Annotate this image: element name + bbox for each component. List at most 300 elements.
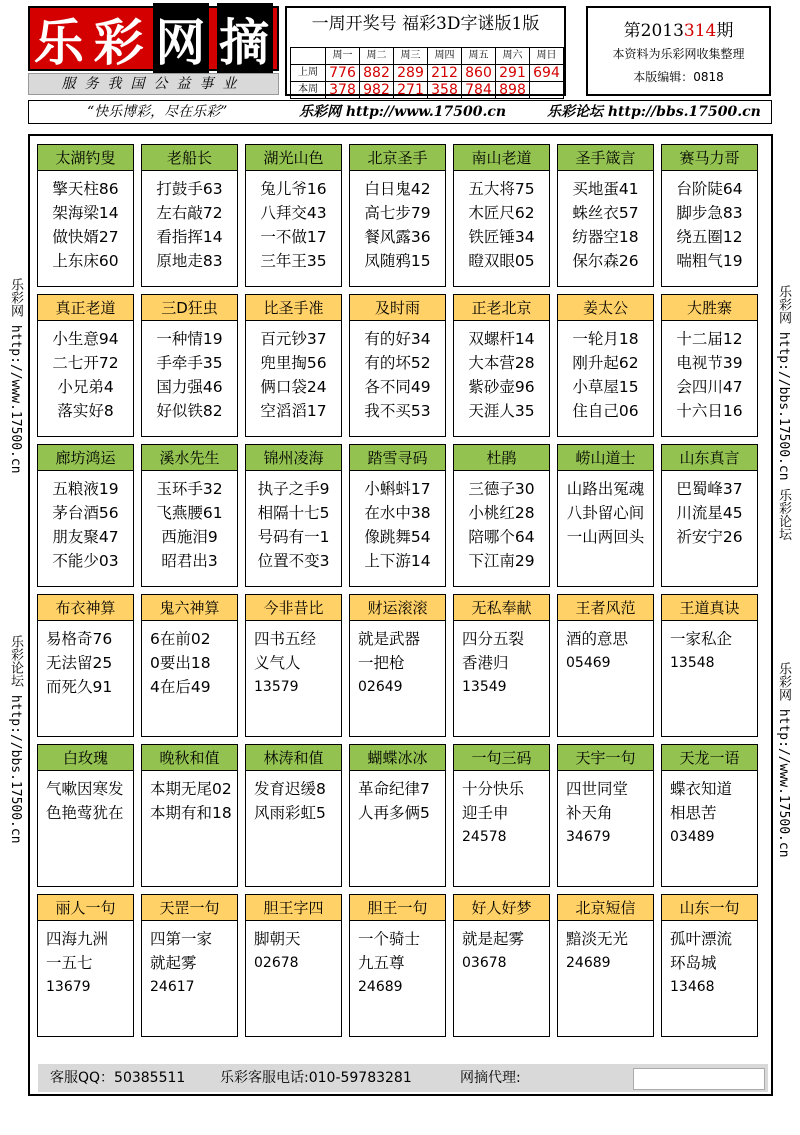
row-label-this-week: 本周 xyxy=(291,82,326,99)
riddle-author: 比圣手准 xyxy=(246,295,341,321)
riddle-author: 天宇一句 xyxy=(558,745,653,771)
riddle-line: 凤随鸦15 xyxy=(364,252,431,270)
riddle-line: 03678 xyxy=(462,955,507,971)
riddle-author: 溪水先生 xyxy=(142,445,237,471)
riddle-author: 胆王一句 xyxy=(350,895,445,921)
riddle-author: 圣手箴言 xyxy=(558,145,653,171)
logo xyxy=(28,6,279,71)
riddle-line: 铁匠锤34 xyxy=(468,228,535,246)
riddle-line: 原地走83 xyxy=(156,252,223,270)
riddle-body xyxy=(142,777,237,825)
riddle-line: 位置不变3 xyxy=(257,552,330,570)
riddle-body xyxy=(142,477,237,573)
riddle-author: 好人好梦 xyxy=(454,895,549,921)
issue-note: 本资料为乐彩网收集整理 xyxy=(612,47,745,61)
riddle-body xyxy=(454,327,549,423)
riddle-body xyxy=(662,477,757,549)
riddle-line: 巴蜀峰37 xyxy=(676,480,743,498)
draw-number xyxy=(530,82,564,99)
riddle-author: 王者风范 xyxy=(558,595,653,621)
riddle-line: 13549 xyxy=(462,679,507,695)
riddle-line: 号码有一1 xyxy=(257,528,330,546)
riddle-cell xyxy=(349,894,446,1037)
riddle-line: 山路出冤魂 xyxy=(566,480,645,498)
riddle-cell xyxy=(349,744,446,887)
riddle-cell xyxy=(141,594,238,737)
riddle-line: 一山两回头 xyxy=(566,528,645,546)
riddle-body xyxy=(662,777,757,849)
riddle-author: 天龙一语 xyxy=(662,745,757,771)
riddle-line: 4在后49 xyxy=(150,678,211,696)
riddle-line: 手牵手35 xyxy=(156,354,223,372)
riddle-line: 电视节39 xyxy=(676,354,743,372)
riddle-line: 朋友聚47 xyxy=(52,528,119,546)
riddle-line: 八拜交43 xyxy=(260,204,327,222)
riddle-line: 24689 xyxy=(358,979,403,995)
riddle-author: 正老北京 xyxy=(454,295,549,321)
agent-label: 网摘代理: xyxy=(460,1070,521,1086)
riddle-cell xyxy=(661,144,758,287)
riddle-body xyxy=(454,477,549,573)
riddle-line: 下江南29 xyxy=(468,552,535,570)
riddle-line: 擎天柱86 xyxy=(52,180,119,198)
riddle-line: 茅台酒56 xyxy=(52,504,119,522)
riddle-grid xyxy=(28,134,773,1096)
riddle-author: 踏雪寻码 xyxy=(350,445,445,471)
riddle-body xyxy=(454,177,549,273)
riddle-author: 布衣神算 xyxy=(38,595,133,621)
day-header: 周三 xyxy=(394,48,428,65)
riddle-cell xyxy=(453,894,550,1037)
riddle-line: 十六日16 xyxy=(676,402,743,420)
draw-number: 898 xyxy=(496,82,530,99)
draw-results-box xyxy=(285,6,566,96)
riddle-author: 王道真诀 xyxy=(662,595,757,621)
riddle-line: 小桃红28 xyxy=(468,504,535,522)
riddle-line: 上下游14 xyxy=(364,552,431,570)
riddle-cell xyxy=(661,744,758,887)
riddle-line: 四书五经 xyxy=(254,630,317,648)
riddle-line: 三德子30 xyxy=(468,480,535,498)
riddle-line: 看指挥14 xyxy=(156,228,223,246)
riddle-line: 34679 xyxy=(566,829,611,845)
riddle-line: 四世同堂 xyxy=(566,780,629,798)
riddle-line: 24689 xyxy=(566,955,611,971)
riddle-cell xyxy=(453,444,550,587)
riddle-line: 小蝌蚪17 xyxy=(364,480,431,498)
riddle-line: 我不买53 xyxy=(364,402,431,420)
riddle-body xyxy=(38,477,133,573)
side-text-left-bottom: 乐彩论坛 http://bbs.17500.cn xyxy=(8,635,23,844)
riddle-author: 丽人一句 xyxy=(38,895,133,921)
day-header: 周四 xyxy=(428,48,462,65)
riddle-cell xyxy=(141,444,238,587)
riddle-body xyxy=(558,627,653,675)
riddle-line: 玉环手32 xyxy=(156,480,223,498)
riddle-cell xyxy=(557,894,654,1037)
riddle-author: 蝴蝶冰冰 xyxy=(350,745,445,771)
riddle-cell xyxy=(557,744,654,887)
riddle-line: 五粮液19 xyxy=(52,480,119,498)
draw-number: 271 xyxy=(394,82,428,99)
riddle-body xyxy=(246,327,341,423)
riddle-cell xyxy=(453,294,550,437)
riddle-cell xyxy=(245,294,342,437)
riddle-line: 无法留25 xyxy=(46,654,113,672)
riddle-line: 有的好34 xyxy=(364,330,431,348)
riddle-line: 05469 xyxy=(566,655,611,671)
riddle-author: 姜太公 xyxy=(558,295,653,321)
riddle-line: 西施泪9 xyxy=(161,528,218,546)
riddle-body xyxy=(246,777,341,825)
riddle-body xyxy=(38,177,133,273)
riddle-line: 二七开72 xyxy=(52,354,119,372)
draw-number: 358 xyxy=(428,82,462,99)
riddle-author: 北京短信 xyxy=(558,895,653,921)
riddle-line: 执子之手9 xyxy=(257,480,330,498)
riddle-author: 今非昔比 xyxy=(246,595,341,621)
riddle-line: 而死久91 xyxy=(46,678,113,696)
logo-slogan: 服务我国公益事业 xyxy=(28,73,279,95)
riddle-author: 老船长 xyxy=(142,145,237,171)
riddle-body xyxy=(142,627,237,699)
riddle-body xyxy=(142,177,237,273)
riddle-body xyxy=(558,327,653,423)
riddle-author: 廊坊鸿运 xyxy=(38,445,133,471)
riddle-line: 风雨彩虹5 xyxy=(254,804,326,822)
riddle-body xyxy=(454,927,549,975)
riddle-body xyxy=(38,777,133,825)
riddle-author: 赛马力哥 xyxy=(662,145,757,171)
riddle-line: 6在前02 xyxy=(150,630,211,648)
riddle-line: 四分五裂 xyxy=(462,630,525,648)
riddle-author: 白玫瑰 xyxy=(38,745,133,771)
riddle-body xyxy=(350,327,445,423)
riddle-line: 24578 xyxy=(462,829,507,845)
logo-char: 彩 xyxy=(93,13,146,72)
riddle-line: 国力强46 xyxy=(156,378,223,396)
riddle-line: 迎壬申 xyxy=(462,804,509,822)
riddle-line: 脚朝天 xyxy=(254,930,301,948)
riddle-line: 天涯人35 xyxy=(468,402,535,420)
riddle-line: 蝶衣知道 xyxy=(670,780,733,798)
riddle-line: 小草屋15 xyxy=(572,378,639,396)
riddle-line: 就起雾 xyxy=(150,954,197,972)
riddle-line: 落实好8 xyxy=(57,402,114,420)
riddle-line: 不能少03 xyxy=(52,552,119,570)
riddle-line: 一不做17 xyxy=(260,228,327,246)
riddle-body xyxy=(350,927,445,999)
riddle-line: 人再多俩5 xyxy=(358,804,430,822)
riddle-cell xyxy=(661,294,758,437)
riddle-line: 一种情19 xyxy=(156,330,223,348)
riddle-cell xyxy=(349,444,446,587)
riddle-line: 保尔森26 xyxy=(572,252,639,270)
riddle-cell xyxy=(453,594,550,737)
riddle-line: 有的坏52 xyxy=(364,354,431,372)
riddle-line: 0要出18 xyxy=(150,654,211,672)
riddle-author: 无私奉献 xyxy=(454,595,549,621)
riddle-line: 架海梁14 xyxy=(52,204,119,222)
logo-char: 摘 xyxy=(217,3,273,75)
riddle-line: 13548 xyxy=(670,655,715,671)
riddle-line: 买地蛋41 xyxy=(572,180,639,198)
draw-number: 212 xyxy=(428,65,462,82)
riddle-line: 24617 xyxy=(150,979,195,995)
riddle-line: 飞燕腰61 xyxy=(156,504,223,522)
riddle-cell xyxy=(453,144,550,287)
agent-blank xyxy=(633,1068,765,1090)
riddle-author: 锦州凌海 xyxy=(246,445,341,471)
riddle-author: 林涛和值 xyxy=(246,745,341,771)
riddle-line: 住自己06 xyxy=(572,402,639,420)
riddle-author: 鬼六神算 xyxy=(142,595,237,621)
riddle-body xyxy=(662,177,757,273)
riddle-body xyxy=(662,327,757,423)
riddle-author: 胆王字四 xyxy=(246,895,341,921)
riddle-line: 祈安宁26 xyxy=(676,528,743,546)
riddle-line: 义气人 xyxy=(254,654,301,672)
riddle-line: 13679 xyxy=(46,979,91,995)
riddle-body xyxy=(38,627,133,699)
riddle-line: 02678 xyxy=(254,955,299,971)
riddle-line: 黯淡无光 xyxy=(566,930,629,948)
riddle-body xyxy=(38,327,133,423)
riddle-line: 空滔滔17 xyxy=(260,402,327,420)
riddle-cell xyxy=(245,894,342,1037)
riddle-line: 左右敲72 xyxy=(156,204,223,222)
riddle-body xyxy=(246,177,341,273)
riddle-line: 打鼓手63 xyxy=(156,180,223,198)
riddle-line: 刚升起62 xyxy=(572,354,639,372)
riddle-line: 三年王35 xyxy=(260,252,327,270)
riddle-body xyxy=(246,627,341,699)
logo-char: 网 xyxy=(153,3,209,75)
riddle-line: 台阶陡64 xyxy=(676,180,743,198)
riddle-cell xyxy=(349,294,446,437)
riddle-line: 色艳莺犹在 xyxy=(46,804,124,822)
riddle-body xyxy=(142,327,237,423)
riddle-line: 做快婿27 xyxy=(52,228,119,246)
riddle-cell xyxy=(141,744,238,887)
riddle-author: 及时雨 xyxy=(350,295,445,321)
riddle-line: 香港归 xyxy=(462,654,509,672)
riddle-line: 在水中38 xyxy=(364,504,431,522)
riddle-cell xyxy=(245,444,342,587)
draw-number: 378 xyxy=(326,82,360,99)
riddle-author: 杜鹃 xyxy=(454,445,549,471)
riddle-line: 会四川47 xyxy=(676,378,743,396)
day-header: 周二 xyxy=(360,48,394,65)
riddle-line: 发育迟缓8 xyxy=(254,780,326,798)
riddle-line: 昭君出3 xyxy=(161,552,218,570)
draw-number: 291 xyxy=(496,65,530,82)
riddle-cell xyxy=(141,894,238,1037)
riddle-line: 本期无尾02 xyxy=(150,780,232,798)
riddle-line: 紫砂壶96 xyxy=(468,378,535,396)
riddle-cell xyxy=(557,594,654,737)
riddle-line: 绕五圈12 xyxy=(676,228,743,246)
riddle-line: 蛛丝衣57 xyxy=(572,204,639,222)
riddle-cell xyxy=(453,744,550,887)
riddle-line: 像跳舞54 xyxy=(364,528,431,546)
draw-number: 776 xyxy=(326,65,360,82)
day-header: 周一 xyxy=(326,48,360,65)
riddle-author: 天罡一句 xyxy=(142,895,237,921)
riddle-cell xyxy=(349,594,446,737)
issue-editor: 本版编辑：0818 xyxy=(633,70,724,84)
riddle-line: 环岛城 xyxy=(670,954,717,972)
riddle-line: 一家私企 xyxy=(670,630,733,648)
day-header: 周五 xyxy=(462,48,496,65)
riddle-line: 本期有和18 xyxy=(150,804,232,822)
riddle-line: 百元钞37 xyxy=(260,330,327,348)
tagline-bar xyxy=(28,100,772,124)
riddle-cell xyxy=(37,744,134,887)
riddle-body xyxy=(454,627,549,699)
riddle-author: 崂山道士 xyxy=(558,445,653,471)
riddle-cell xyxy=(661,594,758,737)
riddle-author: 太湖钓叟 xyxy=(38,145,133,171)
riddle-line: 03489 xyxy=(670,829,715,845)
riddle-line: 13579 xyxy=(254,679,299,695)
side-text-right-bottom: 乐彩网 http://www.17500.cn xyxy=(776,662,791,858)
riddle-cell xyxy=(37,294,134,437)
riddle-body xyxy=(350,177,445,273)
riddle-line: 就是起雾 xyxy=(462,930,525,948)
logo-char: 乐 xyxy=(33,13,86,72)
draw-number: 694 xyxy=(530,65,564,82)
issue-number: 第2013314期 xyxy=(623,21,734,41)
riddle-author: 晚秋和值 xyxy=(142,745,237,771)
riddle-line: 十二届12 xyxy=(676,330,743,348)
riddle-author: 山东一句 xyxy=(662,895,757,921)
riddle-author: 三D狂虫 xyxy=(142,295,237,321)
riddle-cell xyxy=(37,594,134,737)
tagline-quote: “快乐博彩，尽在乐彩” xyxy=(87,104,228,120)
riddle-line: 13468 xyxy=(670,979,715,995)
riddle-body xyxy=(350,477,445,573)
riddle-body xyxy=(662,627,757,675)
riddle-line: 02649 xyxy=(358,679,403,695)
riddle-body xyxy=(142,927,237,999)
day-header: 周日 xyxy=(530,48,564,65)
draw-number: 882 xyxy=(360,65,394,82)
draw-title: 一周开奖号 福彩3D字谜版1版 xyxy=(311,14,540,34)
riddle-line: 餐风露36 xyxy=(364,228,431,246)
draw-number: 289 xyxy=(394,65,428,82)
riddle-cell xyxy=(37,444,134,587)
riddle-body xyxy=(246,477,341,573)
riddle-line: 补天角 xyxy=(566,804,613,822)
riddle-line: 八卦留心间 xyxy=(566,504,645,522)
riddle-cell xyxy=(661,894,758,1037)
side-text-right-top: 乐彩网 http://bbs.17500.cn 乐彩论坛 xyxy=(776,285,791,541)
riddle-body xyxy=(38,927,133,999)
riddle-author: 湖光山色 xyxy=(246,145,341,171)
riddle-cell xyxy=(37,144,134,287)
riddle-author: 山东真言 xyxy=(662,445,757,471)
riddle-line: 白日鬼42 xyxy=(364,180,431,198)
riddle-line: 五大将75 xyxy=(468,180,535,198)
riddle-line: 脚步急83 xyxy=(676,204,743,222)
riddle-body xyxy=(558,477,653,549)
riddle-line: 纺器空18 xyxy=(572,228,639,246)
riddle-body xyxy=(454,777,549,849)
riddle-line: 气嗽因寒发 xyxy=(46,780,124,798)
riddle-cell xyxy=(557,444,654,587)
riddle-body xyxy=(558,177,653,273)
draw-table xyxy=(290,47,564,99)
riddle-body xyxy=(350,777,445,825)
riddle-line: 上东床60 xyxy=(52,252,119,270)
riddle-line: 木匠尺62 xyxy=(468,204,535,222)
riddle-line: 九五尊 xyxy=(358,954,405,972)
riddle-line: 一个骑士 xyxy=(358,930,421,948)
riddle-cell xyxy=(245,144,342,287)
riddle-line: 兜里掏56 xyxy=(260,354,327,372)
riddle-line: 酒的意思 xyxy=(566,630,629,648)
forum-link[interactable]: 乐彩论坛 http://bbs.17500.cn xyxy=(547,104,761,120)
service-qq: 客服QQ：50385511 xyxy=(50,1070,186,1086)
riddle-author: 北京圣手 xyxy=(350,145,445,171)
riddle-body xyxy=(350,627,445,699)
riddle-cell xyxy=(245,594,342,737)
riddle-author: 一句三码 xyxy=(454,745,549,771)
riddle-line: 兔儿爷16 xyxy=(260,180,327,198)
riddle-cell xyxy=(349,144,446,287)
draw-number: 982 xyxy=(360,82,394,99)
riddle-cell xyxy=(557,144,654,287)
riddle-line: 小生意94 xyxy=(52,330,119,348)
riddle-cell xyxy=(37,894,134,1037)
draw-number: 860 xyxy=(462,65,496,82)
riddle-line: 各不同49 xyxy=(364,378,431,396)
riddle-line: 就是武器 xyxy=(358,630,421,648)
riddle-line: 四第一家 xyxy=(150,930,213,948)
riddle-line: 川流星45 xyxy=(676,504,743,522)
draw-number: 784 xyxy=(462,82,496,99)
riddle-line: 俩口袋24 xyxy=(260,378,327,396)
riddle-author: 大胜寨 xyxy=(662,295,757,321)
riddle-body xyxy=(558,777,653,849)
row-label-last-week: 上周 xyxy=(291,65,326,82)
riddle-body xyxy=(558,927,653,975)
riddle-line: 一轮月18 xyxy=(572,330,639,348)
riddle-author: 南山老道 xyxy=(454,145,549,171)
riddle-line: 好似铁82 xyxy=(156,402,223,420)
side-text-left-top: 乐彩网 http://www.17500.cn xyxy=(8,278,23,474)
riddle-line: 陪哪个64 xyxy=(468,528,535,546)
riddle-cell xyxy=(661,444,758,587)
riddle-cell xyxy=(557,294,654,437)
riddle-cell xyxy=(141,294,238,437)
issue-box xyxy=(586,6,771,96)
riddle-line: 易格奇76 xyxy=(46,630,113,648)
riddle-line: 一五七 xyxy=(46,954,93,972)
riddle-line: 瞪双眼05 xyxy=(468,252,535,270)
riddle-body xyxy=(662,927,757,999)
footer-bar xyxy=(38,1064,768,1092)
service-phone: 乐彩客服电话:010-59783281 xyxy=(220,1070,412,1086)
day-header: 周六 xyxy=(496,48,530,65)
site-link[interactable]: 乐彩网 http://www.17500.cn xyxy=(299,104,507,120)
riddle-line: 一把枪 xyxy=(358,654,405,672)
riddle-line: 小兄弟4 xyxy=(57,378,114,396)
riddle-body xyxy=(246,927,341,975)
riddle-cell xyxy=(245,744,342,887)
riddle-author: 真正老道 xyxy=(38,295,133,321)
